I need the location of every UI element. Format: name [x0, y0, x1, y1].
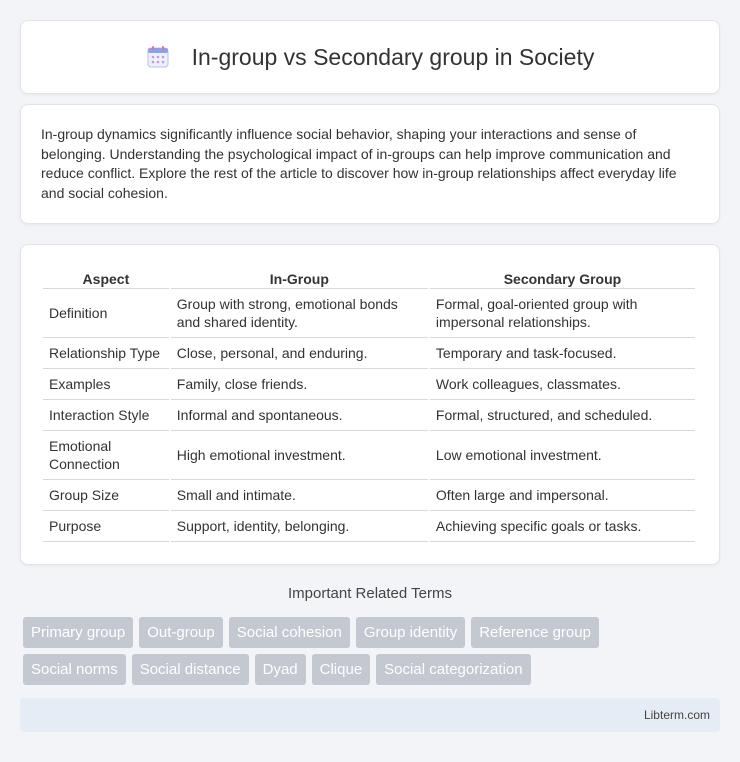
footer — [20, 698, 720, 732]
tag-row — [23, 617, 723, 648]
page-title: In-group vs Secondary group in Society — [191, 43, 595, 70]
tag-dyad[interactable]: Dyad — [255, 654, 306, 685]
tag-clique[interactable]: Clique — [312, 654, 371, 685]
tag-group-identity[interactable]: Group identity — [356, 617, 465, 648]
tag-row — [23, 654, 723, 685]
intro-paragraph: In-group dynamics significantly influence social behavior, shaping your interactions and sense of belonging. Understanding the psychological impact of in-groups can help improve communication and reduce conflict. Explore the rest of the article to discover how in-group relationships affect everyday life and social cohesion. — [41, 126, 677, 201]
tag-out-group[interactable]: Out-group — [139, 617, 223, 648]
footer-site-link[interactable]: Libterm.com — [643, 708, 710, 722]
cell-in-group: Small and intimate. — [171, 480, 428, 511]
table-row — [43, 431, 695, 480]
title-card — [20, 20, 720, 94]
intro-card — [20, 104, 720, 224]
calendar-icon — [146, 45, 170, 69]
tag-social-cohesion[interactable]: Social cohesion — [229, 617, 350, 648]
tag-social-categorization[interactable]: Social categorization — [376, 654, 530, 685]
cell-in-group: Support, identity, belonging. — [171, 511, 428, 542]
table-row — [43, 511, 695, 542]
tag-primary-group[interactable]: Primary group — [23, 617, 133, 648]
cell-secondary-group: Formal, goal-oriented group with impersonal relationships. — [430, 289, 695, 338]
cell-secondary-group: Work colleagues, classmates. — [430, 369, 695, 400]
cell-in-group: Close, personal, and enduring. — [171, 338, 428, 369]
cell-secondary-group: Low emotional investment. — [430, 431, 695, 480]
cell-aspect: Group Size — [43, 480, 169, 511]
related-terms-heading: Important Related Terms — [288, 585, 452, 602]
column-header-in-group: In-Group — [171, 263, 428, 289]
cell-secondary-group: Achieving specific goals or tasks. — [430, 511, 695, 542]
tag-reference-group[interactable]: Reference group — [471, 617, 599, 648]
cell-secondary-group: Temporary and task-focused. — [430, 338, 695, 369]
cell-aspect: Emotional Connection — [43, 431, 169, 480]
cell-in-group: Informal and spontaneous. — [171, 400, 428, 431]
table-row — [43, 400, 695, 431]
cell-aspect: Relationship Type — [43, 338, 169, 369]
cell-in-group: Group with strong, emotional bonds and shared identity. — [171, 289, 428, 338]
comparison-table-card — [20, 244, 720, 565]
cell-aspect: Definition — [43, 289, 169, 338]
tag-social-norms[interactable]: Social norms — [23, 654, 126, 685]
tag-social-distance[interactable]: Social distance — [132, 654, 249, 685]
table-row — [43, 480, 695, 511]
cell-secondary-group: Often large and impersonal. — [430, 480, 695, 511]
table-row — [43, 369, 695, 400]
cell-in-group: High emotional investment. — [171, 431, 428, 480]
cell-aspect: Examples — [43, 369, 169, 400]
column-header-secondary-group: Secondary Group — [430, 263, 695, 289]
cell-aspect: Purpose — [43, 511, 169, 542]
cell-secondary-group: Formal, structured, and scheduled. — [430, 400, 695, 431]
table-row — [43, 289, 695, 338]
comparison-table — [41, 263, 697, 542]
related-terms-tags — [23, 617, 723, 691]
cell-in-group: Family, close friends. — [171, 369, 428, 400]
cell-aspect: Interaction Style — [43, 400, 169, 431]
table-row — [43, 338, 695, 369]
column-header-aspect: Aspect — [43, 263, 169, 289]
